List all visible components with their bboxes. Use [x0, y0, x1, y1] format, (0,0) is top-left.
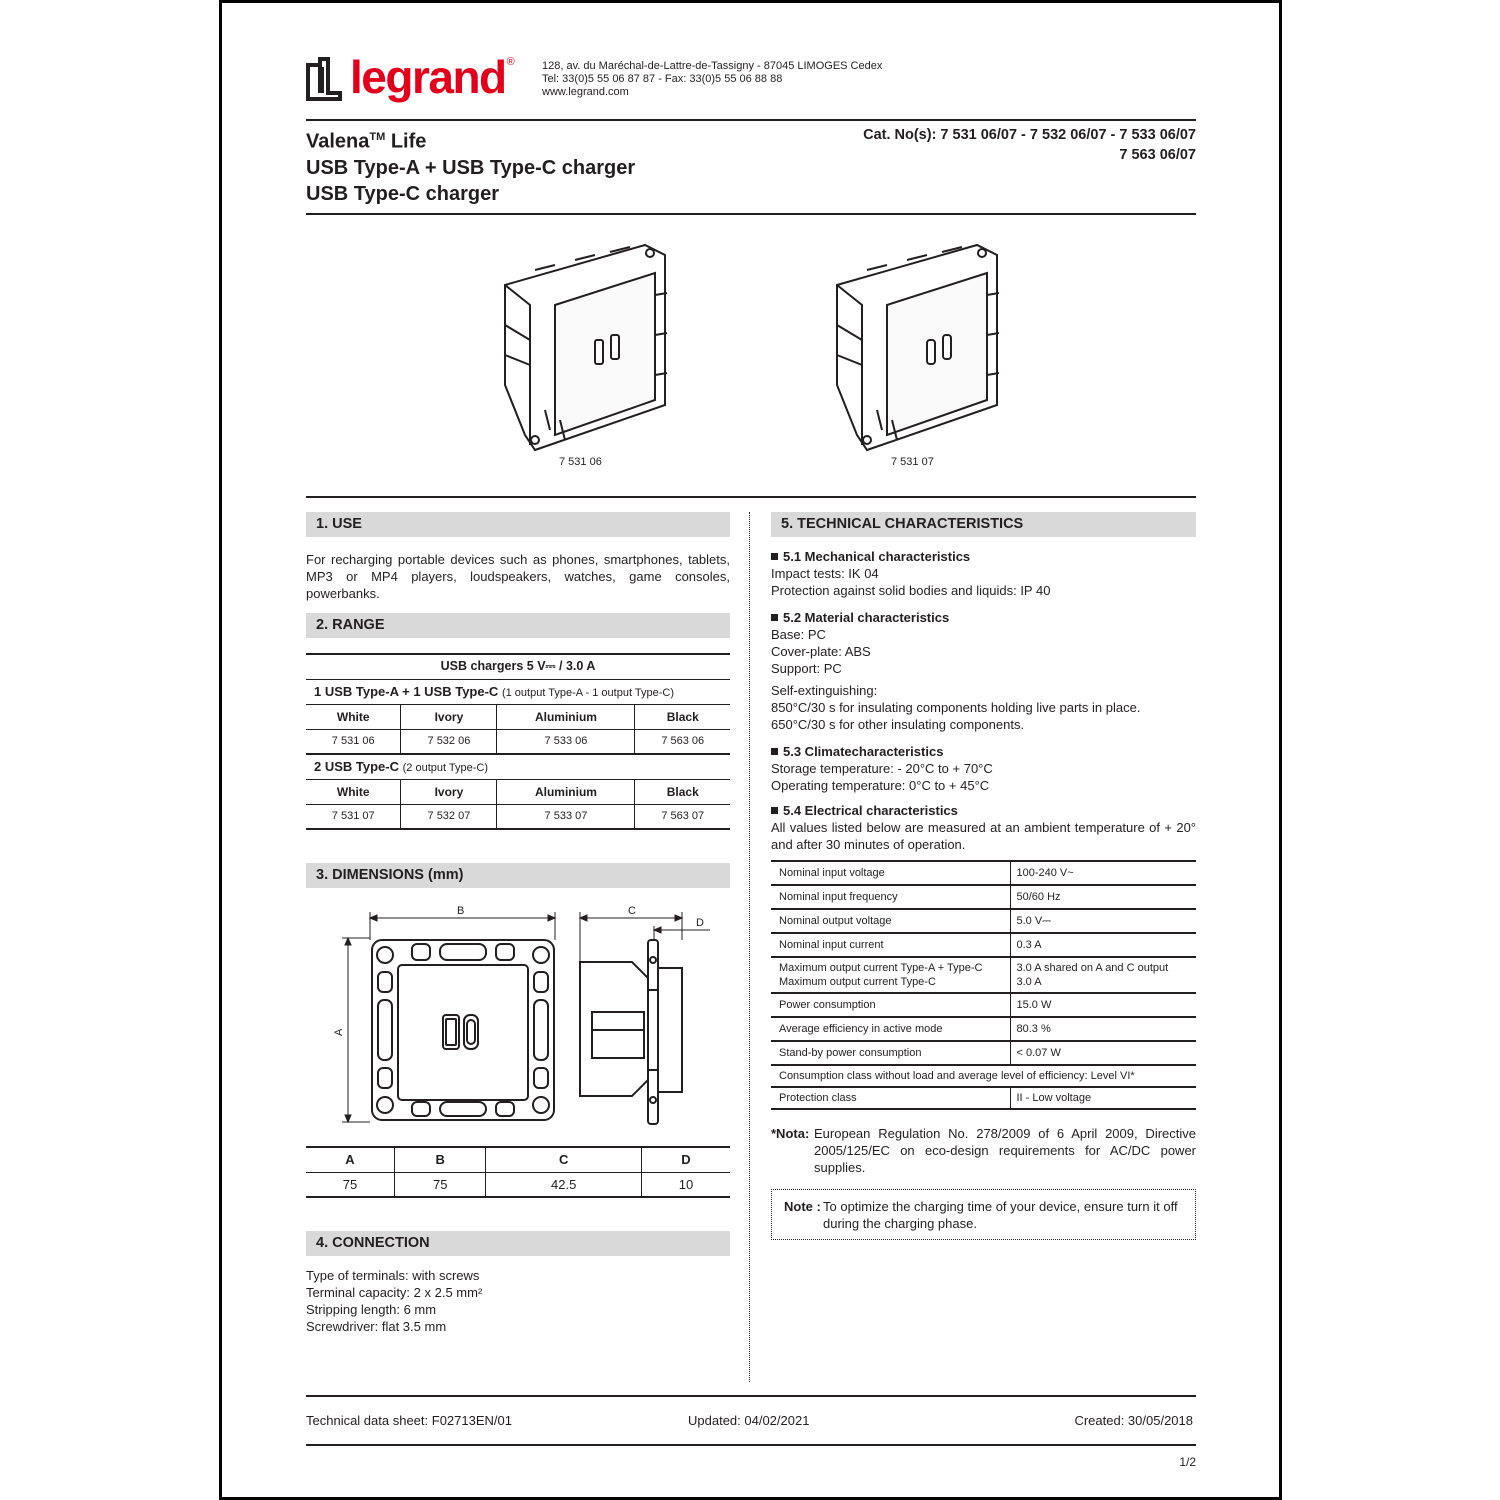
table-cell: 7 533 06: [497, 729, 635, 754]
table-cell: 7 563 07: [635, 804, 730, 829]
cell-line: Maximum output current Type-A + Type-C: [779, 962, 983, 974]
text-line: Storage temperature: - 20°C to + 70°C: [771, 761, 993, 776]
table-cell: 7 532 06: [401, 729, 497, 754]
section-heading-range: 2. RANGE: [306, 613, 730, 638]
dim-label-b: B: [457, 905, 465, 917]
product-label: 7 531 06: [559, 456, 602, 468]
table-row: [771, 885, 1196, 909]
group-subtitle: (2 output Type-C): [402, 762, 489, 775]
range-group-title: [306, 679, 730, 704]
phone-line: Tel: 33(0)5 55 06 87 87 - Fax: 33(0)5 55 06 88 88: [542, 73, 783, 85]
cell-line: Maximum output current Type-C: [779, 976, 936, 988]
text-line: 650°C/30 s for other insulating components.: [771, 717, 1025, 732]
material-characteristics: [771, 609, 1196, 733]
table-cell: II - Low voltage: [1010, 1087, 1196, 1109]
connection-details: [306, 1267, 730, 1335]
title-line-3: USB Type-C charger: [306, 182, 500, 205]
text-line: Terminal capacity: 2 x 2.5 mm²: [306, 1285, 483, 1300]
subsection-title: 5.2 Material characteristics: [783, 610, 950, 625]
electrical-characteristics: [771, 802, 1196, 853]
table-cell: 15.0 W: [1010, 993, 1196, 1017]
table-cell: 75: [394, 1172, 485, 1197]
note-box: [771, 1189, 1196, 1240]
website-link[interactable]: www.legrand.com: [542, 86, 629, 98]
column-header: Aluminium: [497, 704, 635, 729]
nota: [771, 1125, 1196, 1176]
table-row: [771, 1065, 1196, 1087]
registered-mark: ®: [506, 56, 515, 68]
legrand-logo: [306, 51, 526, 110]
footer-created: Created: 30/05/2018: [1074, 1413, 1193, 1428]
column-header: Black: [635, 779, 730, 804]
catalog-line-2: 7 563 06/07: [1119, 147, 1196, 163]
table-cell: 75: [306, 1172, 394, 1197]
electrical-table: [771, 860, 1196, 1110]
column-header: Aluminium: [497, 779, 635, 804]
cell-line: 3.0 A shared on A and C output: [1016, 962, 1169, 974]
table-cell: Nominal input current: [771, 933, 1010, 957]
footer-rule-bottom: [306, 1444, 1196, 1446]
group-subtitle: (1 output Type-A - 1 output Type-C): [501, 687, 674, 699]
table-cell: Consumption class without load and average level of efficiency: Level VI*: [771, 1065, 1196, 1087]
group-name: 1 USB Type-A + 1 USB Type-C: [314, 684, 499, 699]
address-line: 128, av. du Maréchal-de-Lattre-de-Tassigny - 87045 LIMOGES Cedex: [542, 60, 883, 72]
table-cell: 7 533 07: [497, 804, 635, 829]
table-cell: Protection class: [771, 1087, 1010, 1109]
column-header: Black: [635, 704, 730, 729]
range-group-title: [306, 754, 730, 779]
legrand-logo-mark: [306, 57, 342, 101]
dim-label-d: D: [696, 917, 704, 929]
table-cell: 7 531 07: [306, 804, 401, 829]
section-rule: [306, 496, 1196, 498]
column-header: White: [306, 704, 401, 729]
bullet-icon: [771, 553, 778, 560]
footer-sheet-id: Technical data sheet: F02713EN/01: [306, 1413, 512, 1428]
table-cell: Stand-by power consumption: [771, 1041, 1010, 1065]
text-line: Base: PC: [771, 627, 826, 642]
table-cell: Average efficiency in active mode: [771, 1017, 1010, 1041]
table-cell: 42.5: [486, 1172, 642, 1197]
table-cell: 80.3 %: [1010, 1017, 1196, 1041]
table-cell: Nominal output voltage: [771, 909, 1010, 933]
bullet-icon: [771, 748, 778, 755]
table-cell: < 0.07 W: [1010, 1041, 1196, 1065]
column-header: C: [486, 1147, 642, 1172]
group-name: 2 USB Type-C: [314, 759, 399, 775]
table-row: [771, 861, 1196, 885]
table-row: [771, 933, 1196, 957]
table-cell: [771, 957, 1010, 993]
page-number: 1/2: [1179, 1455, 1196, 1469]
text-line: Type of terminals: with screws: [306, 1268, 480, 1283]
column-divider: [749, 512, 750, 1382]
title-rule: [306, 213, 1196, 215]
table-cell: 0.3 A: [1010, 933, 1196, 957]
table-row: [771, 957, 1196, 993]
text-line: Self-extinguishing:: [771, 683, 878, 698]
note-label: Note :: [784, 1199, 821, 1214]
table-cell: 7 532 07: [401, 804, 497, 829]
footer-updated: Updated: 04/02/2021: [688, 1413, 810, 1428]
range-table-title: USB chargers 5 V⎓ / 3.0 A: [306, 654, 730, 679]
range-table: [306, 653, 730, 830]
section-heading-technical: 5. TECHNICAL CHARACTERISTICS: [771, 512, 1196, 537]
text-line: Impact tests: IK 04: [771, 566, 879, 581]
bullet-icon: [771, 614, 778, 621]
table-row: [771, 993, 1196, 1017]
product-label: 7 531 07: [891, 456, 934, 468]
product-image-usb-a-c: [495, 235, 675, 455]
column-header: A: [306, 1147, 394, 1172]
column-header: Ivory: [401, 779, 497, 804]
bullet-icon: [771, 807, 778, 814]
text-line: 850°C/30 s for insulating components holding live parts in place.: [771, 700, 1141, 715]
table-cell: Nominal input voltage: [771, 861, 1010, 885]
table-cell: Nominal input frequency: [771, 885, 1010, 909]
table-cell: [1010, 957, 1196, 993]
note-text: To optimize the charging time of your device, ensure turn it off during the charging phase.: [823, 1199, 1178, 1231]
electrical-intro: All values listed below are measured at an ambient temperature of + 20° and after 30 minutes of operation.: [771, 820, 1196, 852]
use-text: For recharging portable devices such as phones, smartphones, tablets, MP3 or MP4 players, loudspeakers, watches, game consoles, powerbanks.: [306, 552, 730, 601]
climate-characteristics: [771, 743, 1196, 794]
section-heading-dimensions: 3. DIMENSIONS (mm): [306, 863, 730, 888]
table-cell: 100-240 V~: [1010, 861, 1196, 885]
subsection-title: 5.1 Mechanical characteristics: [783, 549, 971, 564]
table-cell: 5.0 V⎓: [1010, 909, 1196, 933]
text-line: Protection against solid bodies and liquids: IP 40: [771, 583, 1051, 598]
text-line: Operating temperature: 0°C to + 45°C: [771, 778, 990, 793]
title-line-2: USB Type-A + USB Type-C charger: [306, 156, 636, 179]
dim-label-c: C: [628, 905, 636, 917]
trademark: TM: [369, 131, 386, 143]
catalog-numbers: [800, 125, 1196, 165]
column-header: White: [306, 779, 401, 804]
dimension-drawing: [330, 900, 720, 1135]
section-heading-use: 1. USE: [306, 512, 730, 537]
table-cell: 7 531 06: [306, 729, 401, 754]
table-cell: Power consumption: [771, 993, 1010, 1017]
text-line: Stripping length: 6 mm: [306, 1302, 437, 1317]
column-header: B: [394, 1147, 485, 1172]
dim-label-a: A: [333, 1028, 345, 1036]
text-line: Screwdriver: flat 3.5 mm: [306, 1319, 447, 1334]
table-row: [771, 1017, 1196, 1041]
column-header: Ivory: [401, 704, 497, 729]
subsection-title: 5.3 Climatecharacteristics: [783, 744, 944, 759]
table-cell: 10: [641, 1172, 730, 1197]
table-row: [771, 909, 1196, 933]
nota-label: *Nota:: [771, 1126, 810, 1141]
cell-line: 3.0 A: [1016, 976, 1042, 988]
footer-rule-top: [306, 1395, 1196, 1397]
text-line: Cover-plate: ABS: [771, 644, 871, 659]
header-rule: [306, 119, 1196, 121]
mechanical-characteristics: [771, 548, 1196, 599]
legrand-wordmark: legrand: [350, 51, 506, 103]
dimensions-table: [306, 1146, 730, 1198]
catalog-line-1: Cat. No(s): 7 531 06/07 - 7 532 06/07 - 7 533 06/07: [863, 127, 1196, 143]
column-header: D: [641, 1147, 730, 1172]
subsection-title: 5.4 Electrical characteristics: [783, 803, 958, 818]
document-title: [306, 124, 635, 207]
title-brand: Valena: [306, 130, 370, 153]
product-image-usb-c-c: [827, 235, 1007, 455]
text-line: Support: PC: [771, 661, 842, 676]
section-heading-connection: 4. CONNECTION: [306, 1231, 730, 1256]
table-row: [771, 1041, 1196, 1065]
table-cell: 50/60 Hz: [1010, 885, 1196, 909]
company-address: [542, 60, 882, 99]
table-row: [771, 1087, 1196, 1109]
table-cell: 7 563 06: [635, 729, 730, 754]
title-range: Life: [385, 130, 427, 153]
nota-text: European Regulation No. 278/2009 of 6 April 2009, Directive 2005/125/EC on eco-design requirements for AC/DC power supplies.: [814, 1126, 1196, 1175]
